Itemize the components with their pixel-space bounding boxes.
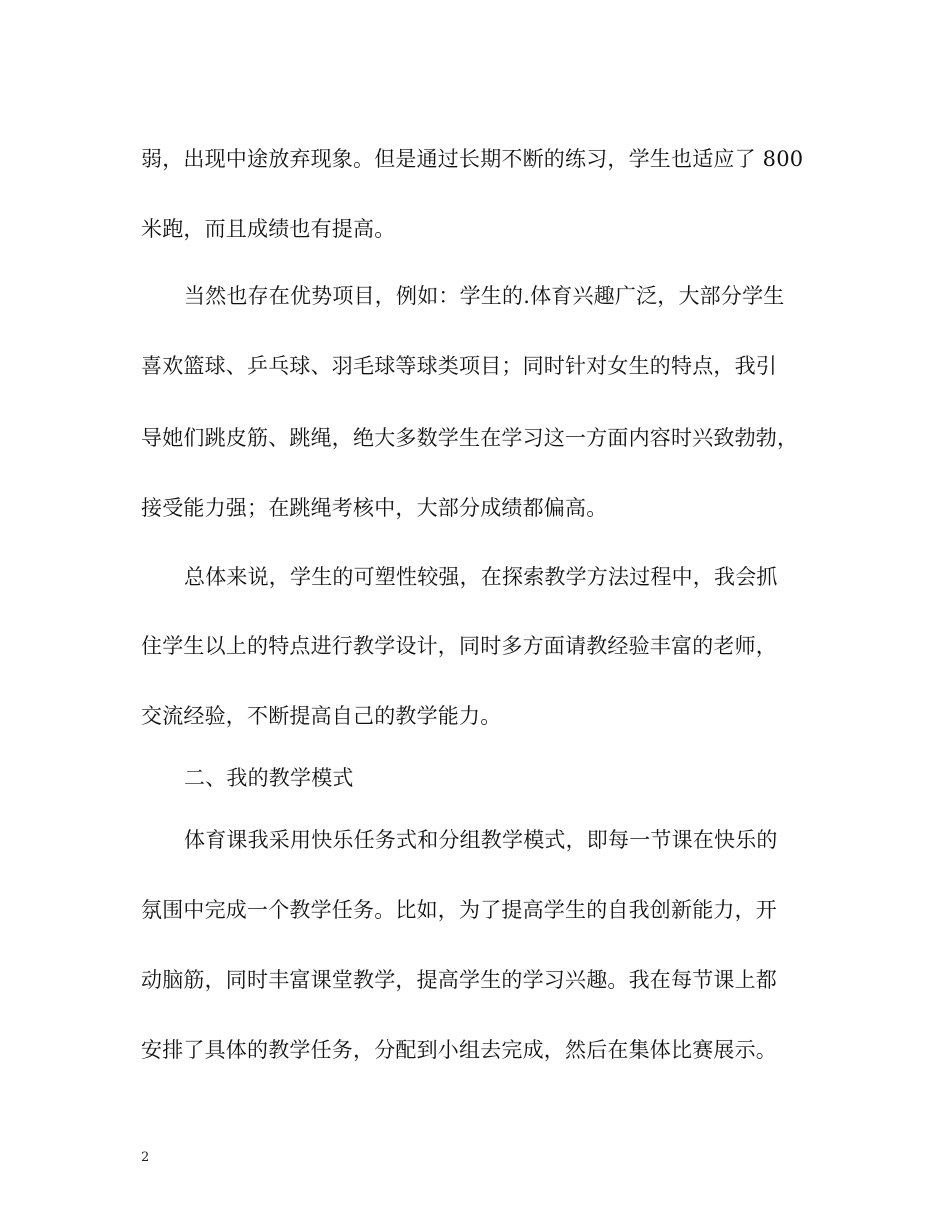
text-line: 接受能力强；在跳绳考核中，大部分成绩都偏高。 (141, 496, 608, 520)
text-line: 米跑，而且成绩也有提高。 (141, 217, 396, 241)
text-line: 安排了具体的教学任务，分配到小组去完成，然后在集体比赛展示。 (141, 1038, 777, 1062)
text-line: 弱，出现中途放弃现象。但是通过长期不断的练习，学生也适应了 800 (141, 147, 804, 171)
paragraph-start-line: 总体来说，学生的可塑性较强，在探索教学方法过程中，我会抓 (184, 565, 778, 589)
section-heading: 二、我的教学模式 (184, 766, 354, 790)
text-line: 导她们跳皮筋、跳绳，绝大多数学生在学习这一方面内容时兴致勃勃， (141, 426, 799, 450)
text-line: 动脑筋，同时丰富课堂教学，提高学生的学习兴趣。我在每节课上都 (141, 968, 777, 992)
page-number: 2 (141, 1150, 150, 1165)
paragraph-start-line: 体育课我采用快乐任务式和分组教学模式，即每一节课在快乐的 (184, 828, 778, 852)
text-line: 住学生以上的特点进行教学设计，同时多方面请教经验丰富的老师， (141, 634, 777, 658)
text-line: 氛围中完成一个教学任务。比如，为了提高学生的自我创新能力，开 (141, 898, 777, 922)
text-line: 交流经验，不断提高自己的教学能力。 (141, 704, 502, 728)
text-line: 喜欢篮球、乒乓球、羽毛球等球类项目；同时针对女生的特点，我引 (141, 354, 777, 378)
paragraph-start-line: 当然也存在优势项目，例如：学生的.体育兴趣广泛，大部分学生 (184, 284, 785, 308)
